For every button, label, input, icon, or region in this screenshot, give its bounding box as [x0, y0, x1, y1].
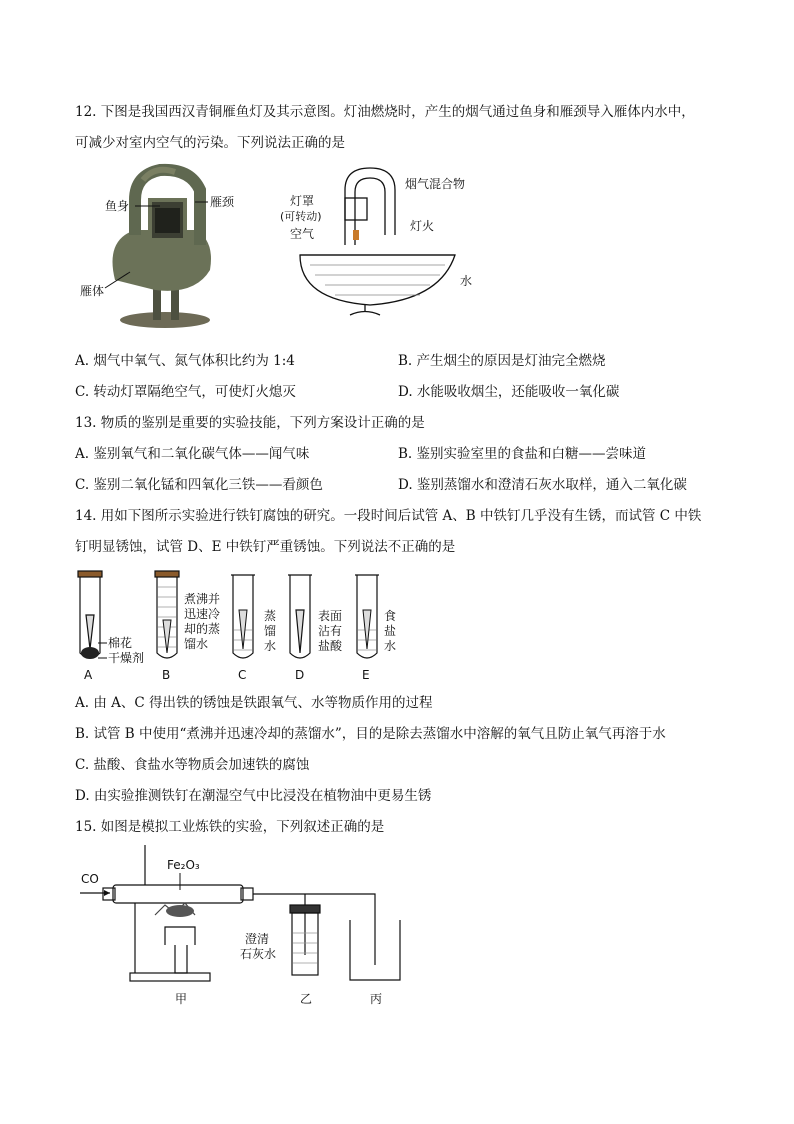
label-goose-body: 雁体 — [80, 284, 105, 298]
label-lamp-fire: 灯火 — [410, 219, 435, 233]
q14-stem-line1: 14. 用如下图所示实验进行铁钉腐蚀的研究。一段时间后试管 A、B 中铁钉几乎没有生锈，而试管 C 中铁 — [75, 508, 702, 524]
q14-option-b[interactable]: B. 试管 B 中使用“煮沸并迅速冷却的蒸馏水”，目的是除去蒸馏水中溶解的氧气且防止氧气再溶于水 — [75, 726, 666, 742]
tube-c-label-3: 水 — [264, 639, 277, 653]
tube-a-label-1: 棉花 — [108, 636, 133, 650]
q13-option-d[interactable]: D. 鉴别蒸馏水和澄清石灰水取样，通入二氧化碳 — [398, 477, 687, 493]
tube-e-label-3: 水 — [384, 639, 397, 653]
tube-c-label-1: 蒸 — [264, 609, 277, 623]
label-smoke-mixture: 烟气混合物 — [405, 177, 466, 191]
label-water: 水 — [460, 274, 473, 288]
tube-b-label-3: 却的蒸 — [184, 622, 221, 636]
label-yi: 乙 — [300, 992, 313, 1006]
label-fe2o3: Fe₂O₃ — [167, 858, 200, 872]
bronze-lamp-figure — [113, 170, 212, 328]
tube-e-label-1: 食 — [384, 609, 397, 623]
label-goose-neck: 雁颈 — [210, 195, 235, 209]
tube-d-label-2: 沾有 — [318, 624, 343, 638]
tube-name-e: E — [362, 668, 370, 682]
q12-option-a[interactable]: A. 烟气中氧气、氮气体积比约为 1:4 — [75, 353, 295, 369]
lamp-schematic-diagram — [270, 160, 500, 325]
tube-e-label-2: 盐 — [384, 624, 397, 638]
tube-d-label-3: 盐酸 — [318, 639, 343, 653]
label-bing: 丙 — [370, 992, 383, 1006]
q12-stem-line1: 12. 下图是我国西汉青铜雁鱼灯及其示意图。灯油燃烧时，产生的烟气通过鱼身和雁颈导入雁体内水中， — [75, 104, 695, 120]
label-limewater-2: 石灰水 — [240, 947, 277, 961]
q15-stem: 15. 如图是模拟工业炼铁的实验，下列叙述正确的是 — [75, 819, 385, 835]
tube-name-c: C — [238, 668, 247, 682]
tube-d-label-1: 表面 — [318, 609, 343, 623]
tube-a-label-2: 干燥剂 — [108, 651, 145, 665]
label-lamp-shade: 灯罩 — [290, 194, 315, 208]
goose-fish-lamp-photo — [75, 160, 275, 335]
q12-option-d[interactable]: D. 水能吸收烟尘，还能吸收一氧化碳 — [398, 384, 620, 400]
tube-c-label-2: 馏 — [264, 624, 277, 638]
label-air: 空气 — [290, 227, 315, 241]
q14-option-d[interactable]: D. 由实验推测铁钉在潮湿空气中比浸没在植物油中更易生锈 — [75, 788, 432, 804]
q14-stem-line2: 钉明显锈蚀，试管 D、E 中铁钉严重锈蚀。下列说法不正确的是 — [75, 539, 456, 555]
q12-stem-line2: 可减少对室内空气的污染。下列说法正确的是 — [75, 135, 345, 151]
q13-option-a[interactable]: A. 鉴别氧气和二氧化碳气体——闻气味 — [75, 446, 310, 462]
tube-name-a: A — [84, 668, 93, 682]
label-jia: 甲 — [175, 992, 188, 1006]
test-tube-a — [78, 571, 102, 658]
label-limewater-1: 澄清 — [245, 932, 270, 946]
test-tube-d — [288, 575, 312, 658]
q13-option-b[interactable]: B. 鉴别实验室里的食盐和白糖——尝味道 — [398, 446, 647, 462]
label-rotatable: (可转动) — [280, 210, 322, 223]
tube-name-b: B — [162, 668, 171, 682]
q12-option-c[interactable]: C. 转动灯罩隔绝空气，可使灯火熄灭 — [75, 384, 296, 400]
label-co: CO — [81, 872, 99, 886]
iron-smelting-apparatus — [75, 845, 415, 1015]
tube-b-label-1: 煮沸并 — [184, 592, 221, 606]
tube-b-label-2: 迅速冷 — [184, 607, 221, 621]
tube-b-label-4: 馏水 — [184, 637, 209, 651]
q14-option-a[interactable]: A. 由 A、C 得出铁的锈蚀是铁跟氧气、水等物质作用的过程 — [75, 695, 433, 711]
q13-stem: 13. 物质的鉴别是重要的实验技能，下列方案设计正确的是 — [75, 415, 425, 431]
q12-option-b[interactable]: B. 产生烟尘的原因是灯油完全燃烧 — [398, 353, 606, 369]
q14-option-c[interactable]: C. 盐酸、食盐水等物质会加速铁的腐蚀 — [75, 757, 310, 773]
label-fish-body: 鱼身 — [105, 199, 130, 213]
q13-option-c[interactable]: C. 鉴别二氧化锰和四氧化三铁——看颜色 — [75, 477, 323, 493]
tube-name-d: D — [295, 668, 305, 682]
nail-corrosion-test-tubes — [70, 565, 410, 683]
